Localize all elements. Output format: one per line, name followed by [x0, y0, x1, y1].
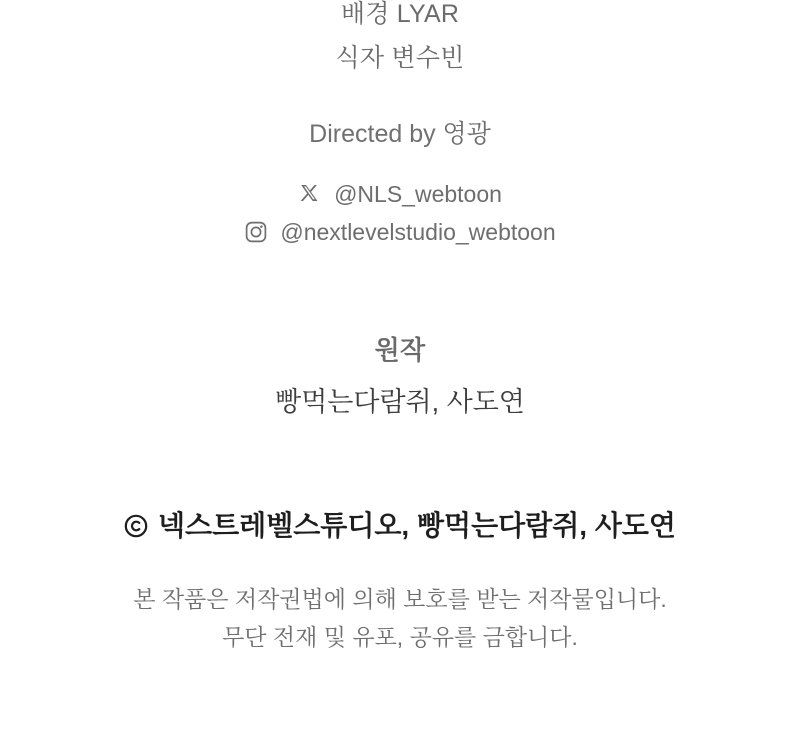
copyright-icon [124, 514, 148, 538]
copyright-holders-line [124, 506, 676, 546]
social-handle-x: @NLS_webtoon [334, 181, 502, 207]
credit-line-background: 배경 LYAR [340, 0, 460, 28]
social-row-instagram[interactable] [244, 216, 555, 248]
instagram-icon [244, 220, 268, 244]
credit-line-typesetting: 식자 변수빈 [335, 44, 465, 72]
copyright-notice [124, 580, 676, 656]
copyright-notice-line-1: 본 작품은 저작권법에 의해 보호를 받는 저작물입니다. [133, 586, 667, 612]
original-work-authors: 빵먹는다람쥐, 사도연 [275, 387, 525, 417]
original-work-section [275, 330, 525, 422]
social-links [244, 178, 555, 248]
social-row-x[interactable] [298, 178, 502, 210]
x-twitter-icon [298, 182, 322, 206]
original-work-heading: 원작 [374, 335, 426, 365]
directed-by-line: Directed by 영광 [309, 120, 491, 148]
copyright-notice-line-2: 무단 전재 및 유포, 공유를 금합니다. [222, 624, 578, 650]
copyright-holders-text: 넥스트레벨스튜디오, 빵먹는다람쥐, 사도연 [158, 510, 676, 541]
social-handle-instagram: @nextlevelstudio_webtoon [280, 219, 556, 245]
staff-credits [0, 0, 800, 80]
copyright-section [124, 506, 676, 656]
